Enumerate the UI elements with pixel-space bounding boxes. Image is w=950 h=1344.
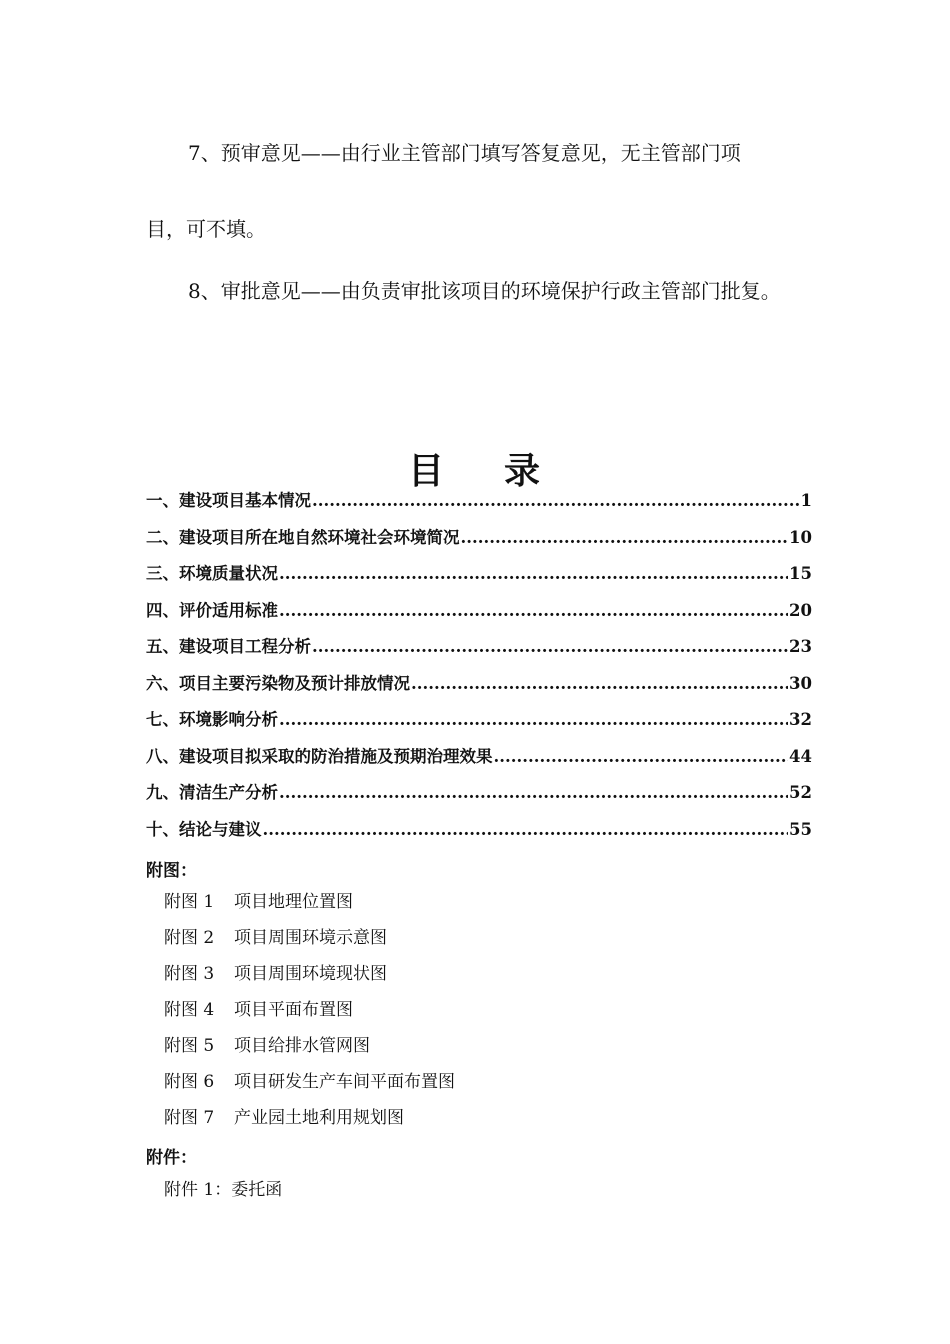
toc-entry-page: 20 [789,600,812,620]
toc-entry[interactable] [146,563,812,600]
attachments-list [164,1178,282,1214]
figure-item [164,1034,455,1070]
toc-leader [279,600,788,622]
figure-item [164,962,455,998]
toc-leader [411,673,788,695]
toc-leader [312,490,800,512]
toc-entry-label: 五、建设项目工程分析 [146,637,311,656]
figure-name: 项目研发生产车间平面布置图 [234,1072,455,1092]
toc-title-left: 目 [407,450,446,492]
toc-entry-label: 二、建设项目所在地自然环境社会环境简况 [146,527,460,547]
toc-entry-page: 15 [789,564,812,583]
toc-entry-page: 55 [789,819,812,839]
toc-entry-label: 四、评价适用标准 [146,600,278,620]
toc-entry-page: 44 [789,746,812,766]
toc-leader [494,746,789,768]
toc-entry-page: 30 [789,673,812,693]
figures-heading: 附图： [146,861,197,881]
toc-leader [312,636,788,658]
toc-entry-label: 一、建设项目基本情况 [146,491,311,510]
figure-name: 项目地理位置图 [234,892,353,912]
toc-entry-page: 10 [789,527,812,547]
toc-entry[interactable] [146,746,812,783]
toc-entry-label: 八、建设项目拟采取的防治措施及预期治理效果 [146,746,493,766]
figure-name: 项目给排水管网图 [234,1036,370,1056]
figure-number: 附图 2 [164,928,215,948]
figure-number: 附图 4 [164,1000,215,1020]
figure-name: 产业园土地利用规划图 [234,1108,404,1128]
toc-entry[interactable] [146,819,812,856]
figure-name: 项目周围环境示意图 [234,928,387,948]
toc-entry-label: 九、清洁生产分析 [146,783,278,802]
figure-number: 附图 7 [164,1108,215,1128]
toc-leader [279,563,788,585]
item8: 8、审批意见——由负责审批该项目的环境保护行政主管部门批复。 [188,279,781,303]
toc-entry-page: 52 [789,783,812,802]
figure-number: 附图 6 [164,1072,215,1092]
figure-number: 附图 5 [164,1036,215,1056]
toc-entry[interactable] [146,490,812,527]
attachments-heading: 附件： [146,1148,197,1168]
toc-entry-page: 32 [789,710,812,729]
figure-item [164,926,455,962]
figure-name: 项目平面布置图 [234,1000,353,1020]
toc-entry[interactable] [146,673,812,710]
item7-line2: 目，可不填。 [146,217,266,241]
toc-title [0,443,950,494]
figures-list [164,890,455,1142]
toc-entry-label: 三、环境质量状况 [146,564,278,583]
toc-leader [279,782,788,804]
toc-entry-page: 1 [800,491,812,510]
figure-item [164,890,455,926]
figure-name: 项目周围环境现状图 [234,964,387,984]
toc-leader [279,709,788,731]
toc-entry-label: 七、环境影响分析 [146,710,278,729]
figure-item [164,1106,455,1142]
toc-entry-label: 六、项目主要污染物及预计排放情况 [146,673,410,693]
toc-entry-page: 23 [789,637,812,656]
attachment-item: 附件 1：委托函 [164,1180,283,1200]
figure-item [164,1070,455,1106]
toc-title-right: 录 [504,450,543,492]
toc-entry-label: 十、结论与建议 [146,819,262,839]
toc-list [146,490,812,855]
figure-number: 附图 3 [164,964,215,984]
figure-number: 附图 1 [164,892,215,912]
toc-entry[interactable] [146,636,812,673]
toc-entry[interactable] [146,782,812,819]
toc-leader [263,819,789,841]
toc-entry[interactable] [146,600,812,637]
item7-line1: 7、预审意见——由行业主管部门填写答复意见，无主管部门项 [188,141,741,165]
toc-entry[interactable] [146,527,812,564]
toc-leader [461,527,789,549]
figure-item [164,998,455,1034]
toc-entry[interactable] [146,709,812,746]
